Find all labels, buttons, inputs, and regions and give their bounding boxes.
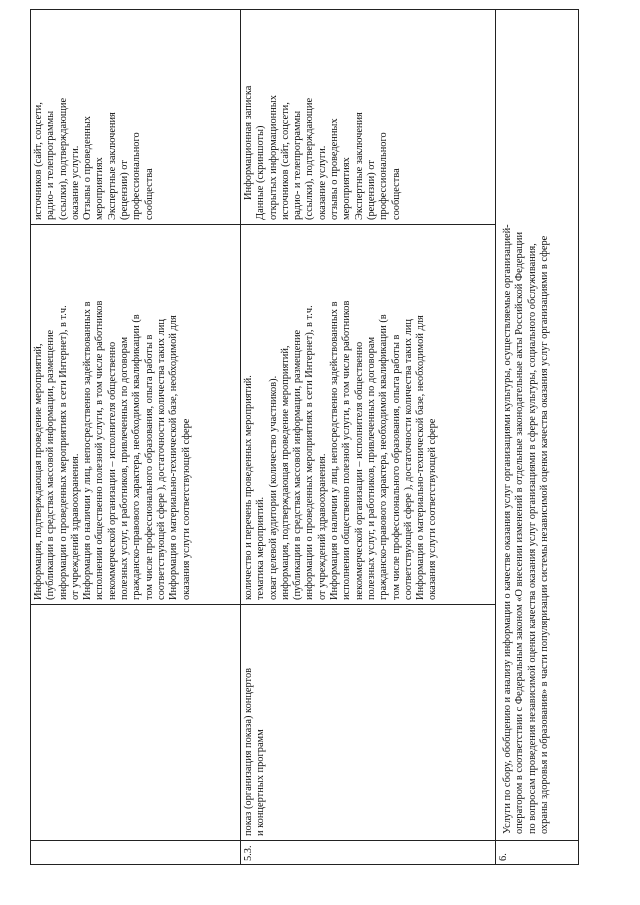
criteria-line: полезных услуг, и работников, привлеченных по договорам: [119, 336, 131, 600]
service-name-line: и концертных программ: [255, 729, 267, 836]
criteria-line: (публикации в средствах массовой информации, размещение: [292, 329, 304, 600]
row-number: [31, 841, 241, 865]
criteria-line: том числе профессионального образования, опыта работы в: [390, 334, 402, 600]
description-line: охраны здоровья и образования» в части популяризации системы независимой оценки качества оказания услуг организациями в сфере: [538, 235, 550, 834]
source-line: профессионального: [131, 132, 143, 220]
criteria-line: от учреждений здравоохранения.: [316, 453, 328, 600]
source-line: Данные (скриншоты): [255, 125, 267, 220]
source-line: (рецензии) от: [119, 160, 131, 220]
service-description: [496, 10, 579, 841]
source-line: Экспертные заключения: [353, 112, 365, 220]
criteria-line: гражданско-правового характера, необходимой квалификации (в: [131, 314, 143, 600]
criteria-line: соответствующей сфере ), достаточности количества таких лиц: [402, 319, 414, 600]
description-line: Услуги по сбору, обобщению и анализу информации о качестве оказания услуг организациями культуры, осуществляемые организацией-: [502, 224, 513, 834]
source-line: мероприятиях: [341, 157, 353, 220]
source-line: источников (сайт, соцсети,: [33, 102, 44, 220]
criteria-line: полезных услуг, и работников, привлеченных по договорам: [365, 336, 377, 600]
criteria-line: Информация о наличии у лиц, непосредственно задействованных в: [82, 301, 94, 600]
source-line: радио- и телепрограммы: [292, 110, 304, 220]
criteria-line: оказания услуги соответствующей сфере: [427, 418, 439, 600]
criteria-line: информации о проведенных мероприятиях в сети Интернет), в т.ч.: [304, 305, 316, 600]
criteria-line: Информация о наличии у лиц, непосредственно задействованных в: [329, 301, 341, 600]
source-line: отзывы о проведенных: [329, 118, 341, 220]
criteria-line: информации о проведенных мероприятиях в сети Интернет), в т.ч.: [57, 305, 69, 600]
row-number: 5.3.: [241, 841, 496, 865]
source-line: оказание услуги.: [316, 145, 328, 220]
source-line: открытых информационных: [267, 95, 279, 220]
row-number: 6.: [496, 841, 579, 865]
criteria-line: охват целевой аудитории (количество участников).: [267, 375, 279, 600]
source-line: сообщества: [390, 168, 402, 220]
source-line: Информационная записка: [243, 85, 254, 200]
source-line: Экспертные заключения: [106, 112, 118, 220]
criteria-line: Информация, подтверждающая проведение мероприятий,: [33, 343, 44, 600]
source-line: мероприятиях: [94, 157, 106, 220]
criteria-line: Информация о материально-технической базе, необходимой для: [168, 315, 180, 600]
criteria-line: Информация о материально-технической базе, необходимой для: [415, 315, 427, 600]
criteria-cell: [31, 225, 241, 605]
criteria-line: том числе профессионального образования, опыта работы в: [143, 334, 155, 600]
criteria-line: исполнении общественно полезной услуги, в том числе работников: [341, 300, 353, 600]
table-row: [31, 10, 241, 865]
criteria-cell: [241, 225, 496, 605]
description-line: по вопросам проведения независимой оценки качества оказания услуг организациями в сфере культуры, социального обслуживания,: [526, 243, 538, 834]
source-line: сообщества: [143, 168, 155, 220]
criteria-line: некоммерческой организации – исполнителя общественно: [106, 341, 118, 600]
table-row: [496, 10, 579, 865]
source-line: Отзывы о проведенных: [82, 115, 94, 220]
source-line: радио- и телепрограммы: [45, 110, 57, 220]
service-name: [241, 605, 496, 841]
source-line: (ссылки), подтверждающие: [304, 97, 316, 220]
criteria-line: соответствующей сфере ), достаточности количества таких лиц: [155, 319, 167, 600]
table-row: [241, 10, 496, 865]
criteria-line: информация, подтверждающая проведение мероприятий,: [279, 345, 291, 600]
service-name-line: показ (организация показа) концертов: [243, 667, 254, 836]
criteria-line: от учреждений здравоохранения.: [69, 453, 81, 600]
criteria-line: количество и перечень проведенных мероприятий.: [243, 375, 254, 600]
criteria-line: исполнении общественно полезной услуги, в том числе работников: [94, 300, 106, 600]
criteria-line: гражданско-правового характера, необходимой квалификации (в: [378, 314, 390, 600]
source-line: оказание услуги.: [69, 145, 81, 220]
description-line: оператором в соответствии с Федеральным законом «О внесении изменений в отдельные законодательные акты Российской Федерации: [514, 232, 526, 834]
service-name: [31, 605, 241, 841]
services-table: [30, 9, 579, 865]
source-line: профессионального: [378, 132, 390, 220]
source-line: (рецензии) от: [365, 160, 377, 220]
source-line: (ссылки), подтверждающие: [57, 97, 69, 220]
criteria-line: оказания услуги соответствующей сфере: [180, 418, 192, 600]
criteria-line: тематика мероприятий.: [255, 496, 267, 600]
source-line: источников (сайт, соцсети,: [279, 102, 291, 220]
sources-cell: [241, 10, 496, 225]
sources-cell: [31, 10, 241, 225]
criteria-line: (публикации в средствах массовой информации, размещение: [45, 329, 57, 600]
criteria-line: некоммерческой организации – исполнителя общественно: [353, 341, 365, 600]
